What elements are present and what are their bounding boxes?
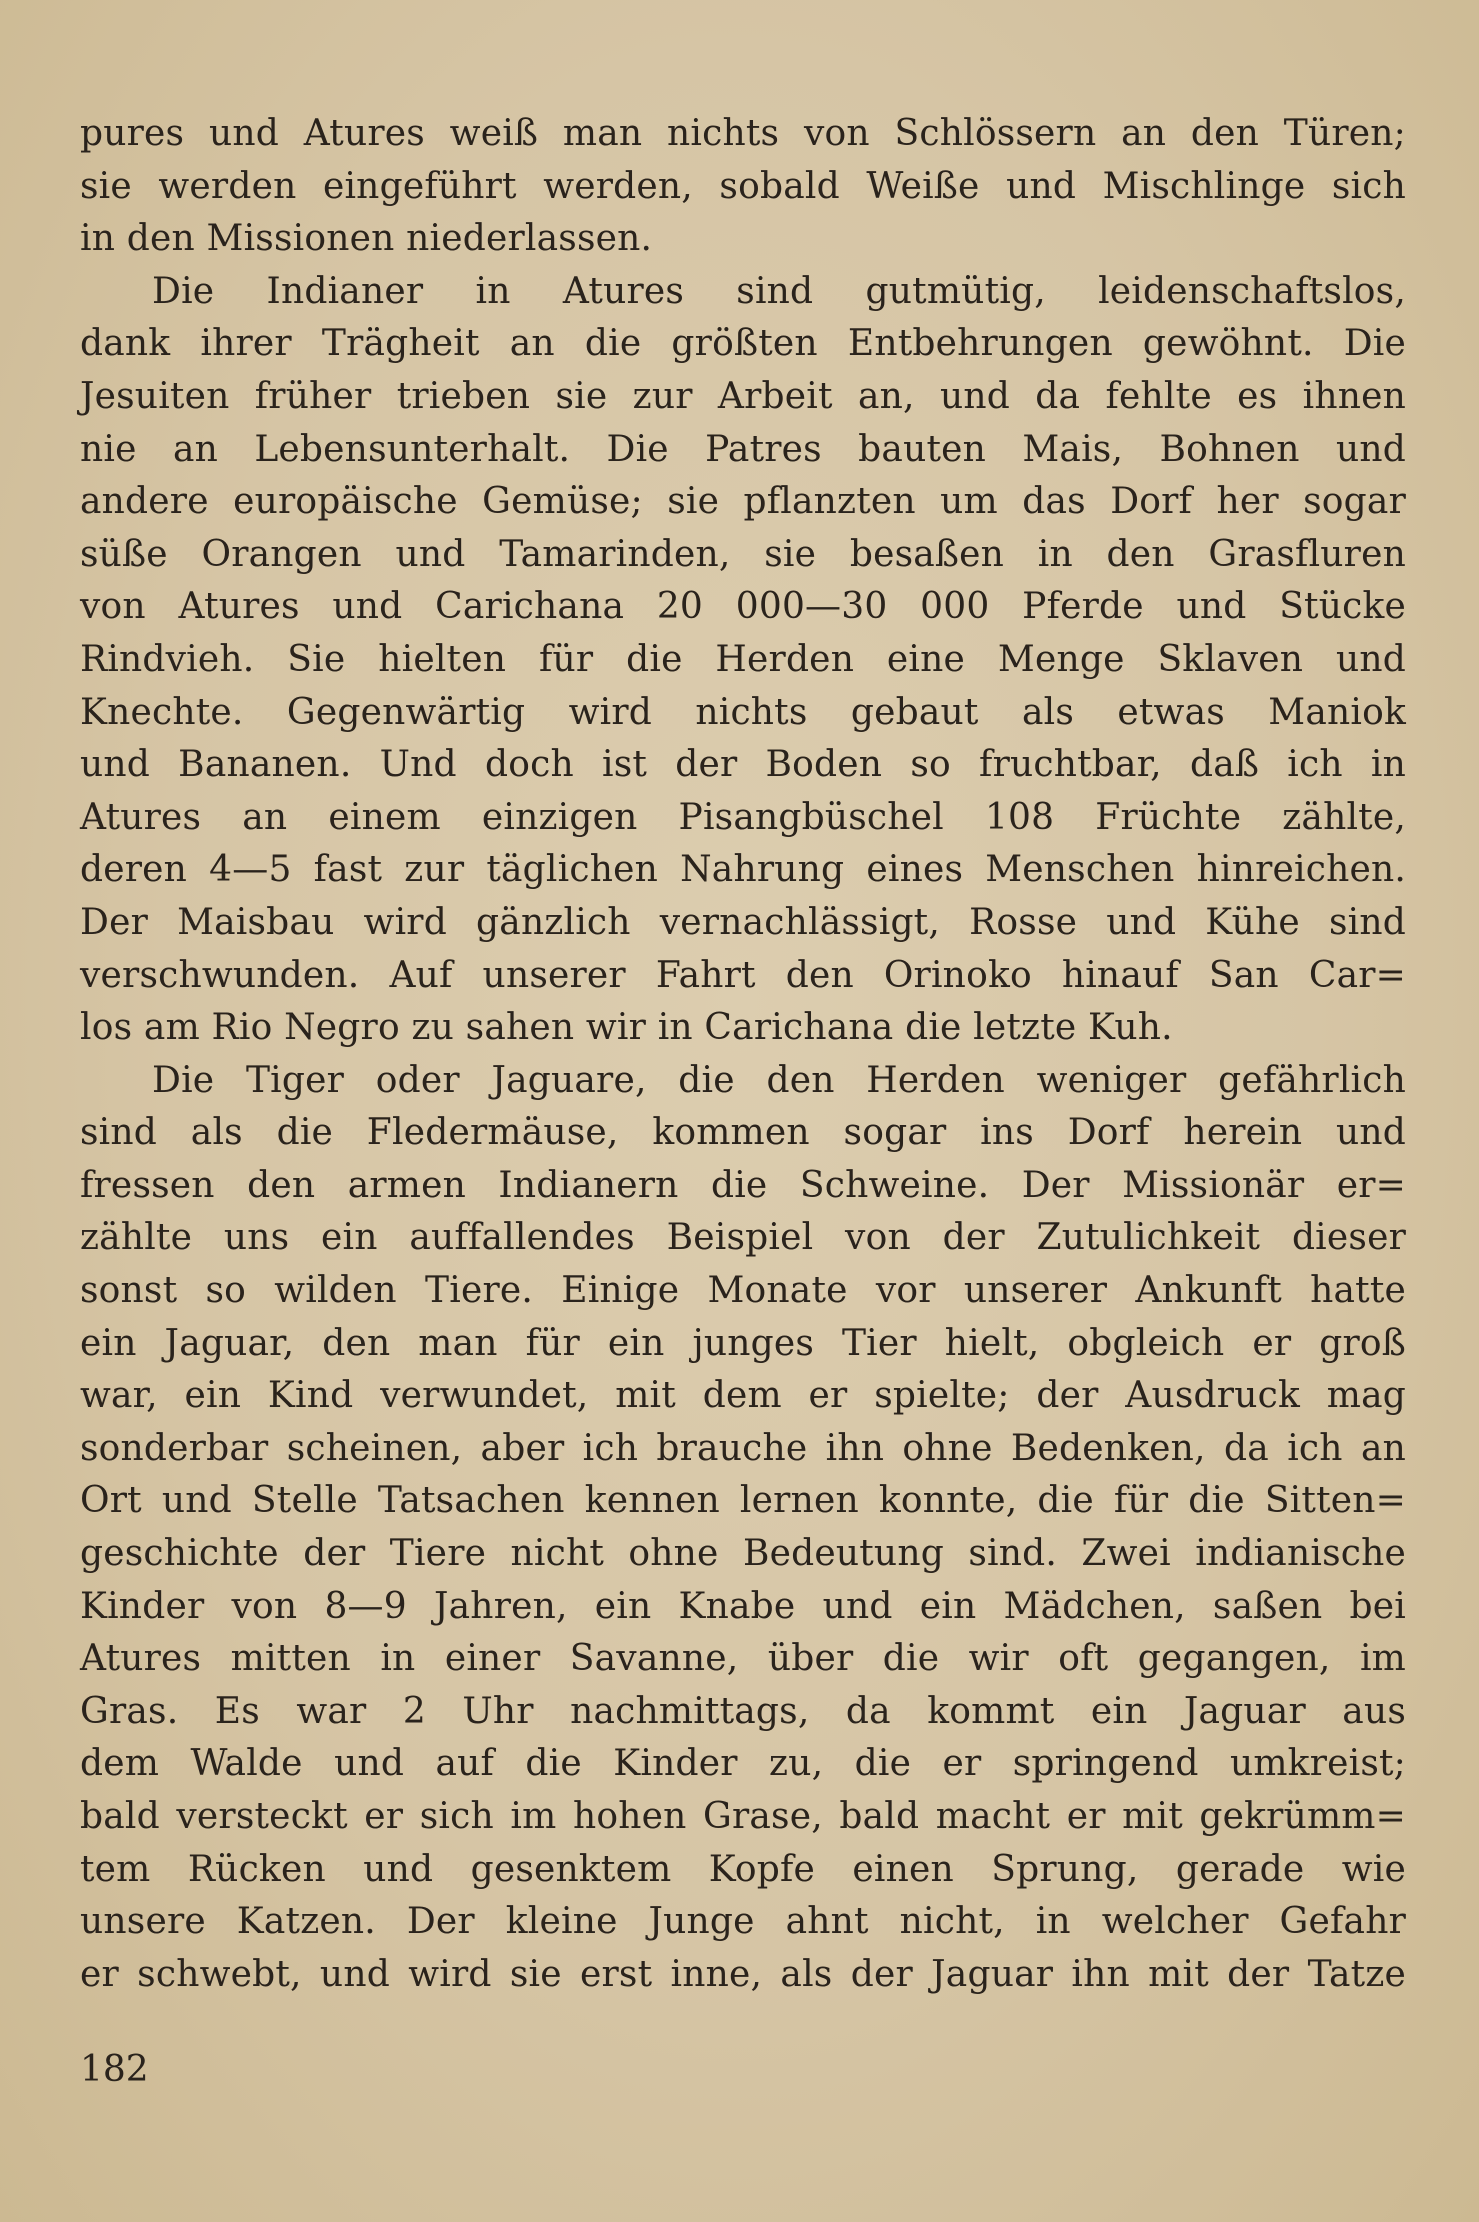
text-line: Kinder von 8—9 Jahren, ein Knabe und ein Mädchen, saßen bei [80, 1585, 1406, 1627]
text-line: Atures mitten in einer Savanne, über die wir oft gegangen, im [80, 1638, 1406, 1680]
text-line: sonderbar scheinen, aber ich brauche ihn ohne Bedenken, da ich an [80, 1427, 1406, 1469]
text-line: fressen den armen Indianern die Schweine. Der Missionär er= [80, 1164, 1406, 1206]
text-line: ein Jaguar, den man für ein junges Tier hielt, obgleich er groß [80, 1322, 1406, 1364]
body-text [80, 108, 1406, 2001]
text-line: geschichte der Tiere nicht ohne Bedeutung sind. Zwei indianische [80, 1533, 1406, 1575]
text-line: bald versteckt er sich im hohen Grase, bald macht er mit gekrümm= [80, 1796, 1406, 1837]
text-line: dank ihrer Trägheit an die größten Entbehrungen gewöhnt. Die [80, 323, 1406, 365]
text-line: unsere Katzen. Der kleine Junge ahnt nicht, in welcher Gefahr [80, 1901, 1406, 1943]
text-line: Atures an einem einzigen Pisangbüschel 108 Früchte zählte, [80, 796, 1406, 838]
text-line: sonst so wilden Tiere. Einige Monate vor unserer Ankunft hatte [80, 1270, 1406, 1312]
text-line: verschwunden. Auf unserer Fahrt den Orinoko hinauf San Car= [80, 954, 1406, 996]
text-line: deren 4—5 fast zur täglichen Nahrung eines Menschen hinreichen. [80, 849, 1406, 891]
text-line: in den Missionen niederlassen. [80, 218, 653, 260]
text-line: nie an Lebensunterhalt. Die Patres bauten Mais, Bohnen und [80, 428, 1406, 470]
text-line: Knechte. Gegenwärtig wird nichts gebaut als etwas Maniok [80, 691, 1406, 733]
text-line: Gras. Es war 2 Uhr nachmittags, da kommt ein Jaguar aus [80, 1690, 1406, 1732]
text-line: dem Walde und auf die Kinder zu, die er springend umkreist; [80, 1743, 1406, 1785]
text-line: pures und Atures weiß man nichts von Schlössern an den Türen; [80, 113, 1406, 154]
text-line: war, ein Kind verwundet, mit dem er spielte; der Ausdruck mag [80, 1375, 1406, 1417]
text-line: Der Maisbau wird gänzlich vernachlässigt, Rosse und Kühe sind [80, 901, 1406, 943]
text-line: Jesuiten früher trieben sie zur Arbeit an, und da fehlte es ihnen [80, 375, 1406, 417]
text-line: sie werden eingeführt werden, sobald Weiße und Mischlinge sich [80, 165, 1406, 207]
text-line: Ort und Stelle Tatsachen kennen lernen konnte, die für die Sitten= [80, 1480, 1406, 1522]
text-line: er schwebt, und wird sie erst inne, als der Jaguar ihn mit der Tatze [80, 1953, 1406, 1995]
text-line: von Atures und Carichana 20 000—30 000 Pferde und Stücke [80, 586, 1406, 628]
text-line: andere europäische Gemüse; sie pflanzten um das Dorf her sogar [80, 481, 1406, 523]
page-number: 182 [80, 2049, 149, 2090]
text-line: tem Rücken und gesenktem Kopfe einen Sprung, gerade wie [80, 1848, 1406, 1890]
text-line: zählte uns ein auffallendes Beispiel von der Zutulichkeit dieser [80, 1217, 1406, 1259]
text-line: los am Rio Negro zu sahen wir in Carichana die letzte Kuh. [80, 1007, 1173, 1049]
paragraph-start-line: Die Tiger oder Jaguare, die den Herden weniger gefährlich [152, 1059, 1406, 1101]
text-line: süße Orangen und Tamarinden, sie besaßen in den Grasfluren [80, 533, 1406, 575]
text-line: sind als die Fledermäuse, kommen sogar ins Dorf herein und [80, 1112, 1406, 1154]
text-line: Rindvieh. Sie hielten für die Herden eine Menge Sklaven und [80, 638, 1406, 680]
text-line: und Bananen. Und doch ist der Boden so fruchtbar, daß ich in [80, 744, 1406, 786]
paragraph-start-line: Die Indianer in Atures sind gutmütig, leidenschaftslos, [152, 270, 1406, 312]
